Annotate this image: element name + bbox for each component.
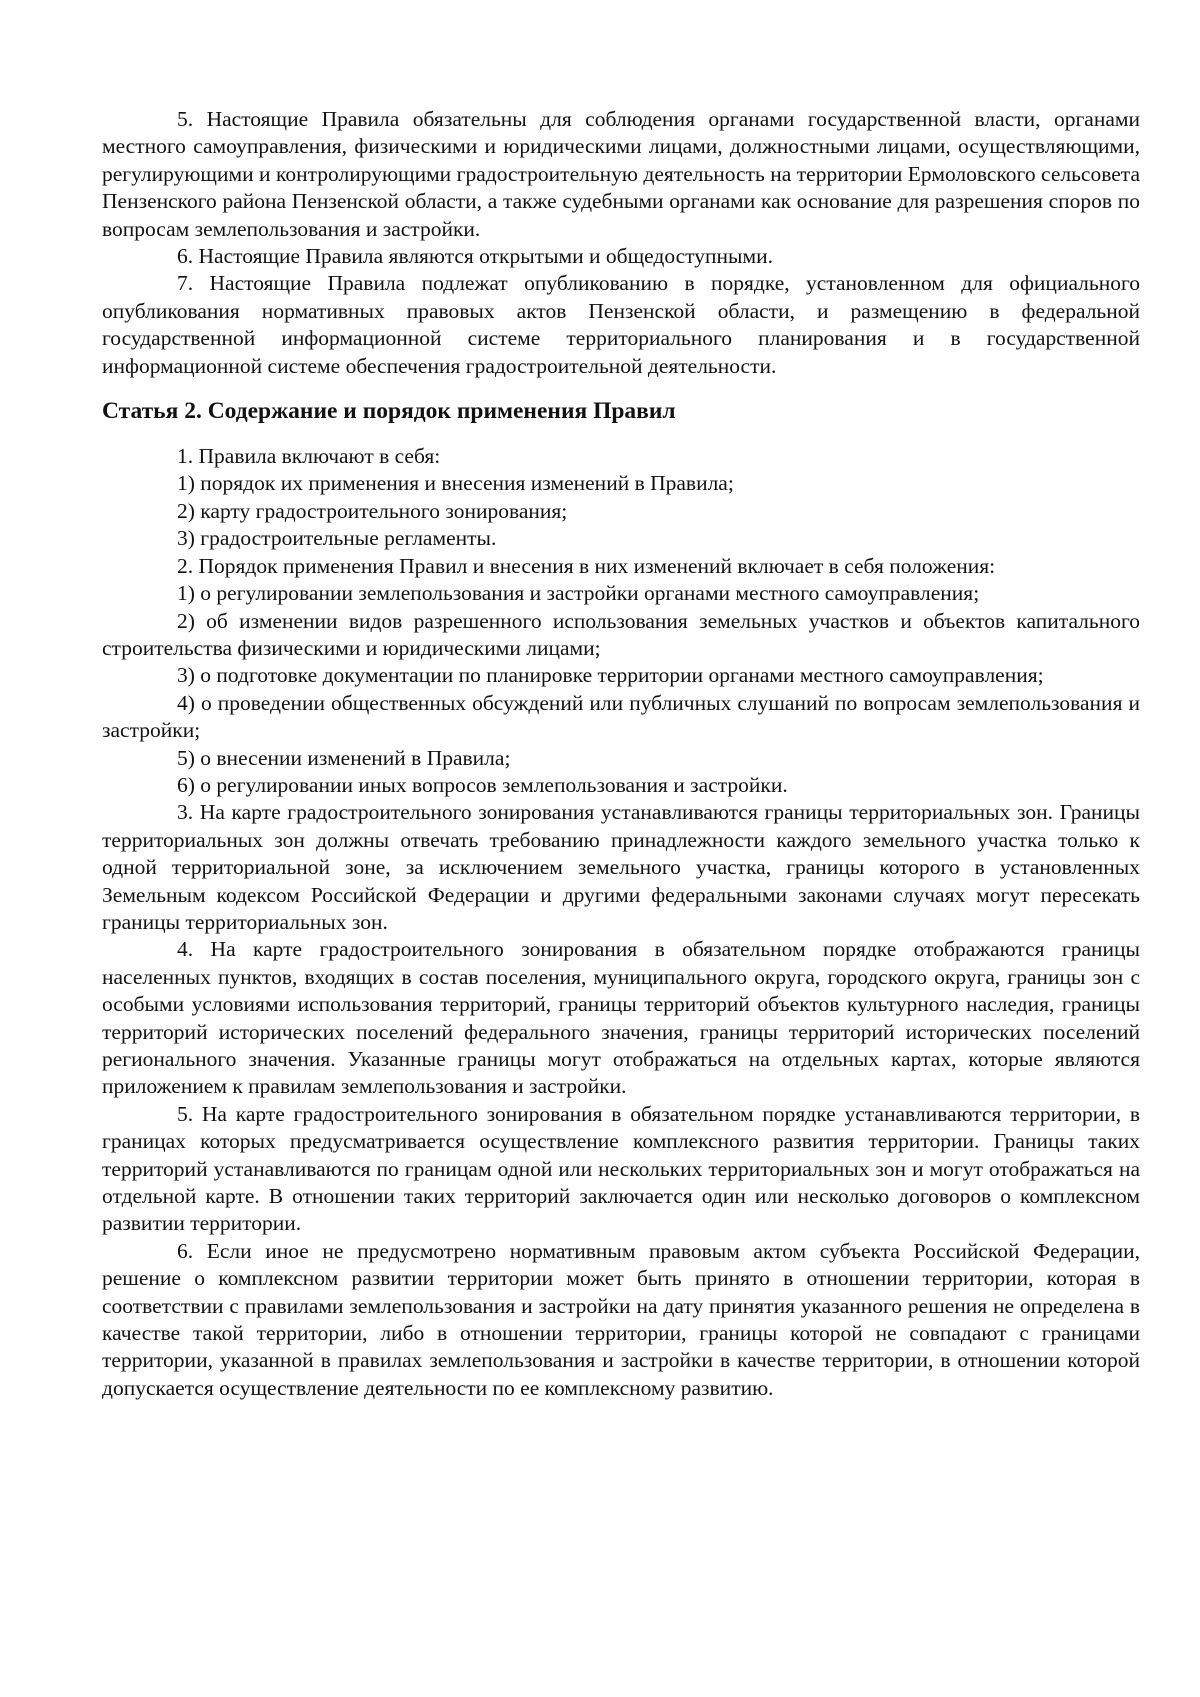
paragraph-6: 6. Настоящие Правила являются открытыми и общедоступными. <box>177 244 773 269</box>
list-item: 3) о подготовке документации по планировке территории органами местного самоуправления; <box>177 663 1044 688</box>
article-paragraph: 1. Правила включают в себя: <box>177 444 441 469</box>
article-heading: Статья 2. Содержание и порядок применения Правил <box>102 398 676 425</box>
list-item: 1) порядок их применения и внесения изменений в Правила; <box>177 471 734 496</box>
article-paragraph: 2. Порядок применения Правил и внесения в них изменений включает в себя положения: <box>177 553 996 578</box>
list-item: 3) градостроительные регламенты. <box>177 526 497 551</box>
article-paragraph: 3. На карте градостроительного зонирования устанавливаются границы территориальных зон. Границы территориальных зон должны отвечать требованию принадлежности каждого земельного участка только к одной территориальной зоне, за исключением земельного участка, границы которого в установленных Земельным кодексом Российской Федерации и другими федеральными законами случаях могут пересекать границы территориальных зон. <box>102 800 1140 934</box>
list-item: 4) о проведении общественных обсуждений или публичных слушаний по вопросам землепользования и застройки; <box>102 690 1140 743</box>
paragraph-7: 7. Настоящие Правила подлежат опубликованию в порядке, установленном для официального опубликования нормативных правовых актов Пензенской области, и размещению в федеральной государственной информационной системе территориального планирования и в государственной информационной системе обеспечения градостроительной деятельности. <box>102 271 1140 378</box>
list-item: 5) о внесении изменений в Правила; <box>177 745 511 770</box>
list-item: 6) о регулировании иных вопросов землепользования и застройки. <box>177 772 788 797</box>
paragraph-5: 5. Настоящие Правила обязательны для соблюдения органами государственной власти, органами местного самоуправления, физическими и юридическими лицами, должностными лицами, осуществляющими, регулирующими и контролирующими градостроительную деятельность на территории Ермоловского сельсовета Пензенского района Пензенской области, а также судебными органами как основание для разрешения споров по вопросам землепользования и застройки. <box>102 107 1140 241</box>
article-paragraph: 6. Если иное не предусмотрено нормативным правовым актом субъекта Российской Федерации, решение о комплексном развитии территории может быть принято в отношении территории, которая в соответствии с правилами землепользования и застройки на дату принятия указанного решения не определена в качестве такой территории, либо в отношении территории, границы которой не совпадают с границами территории, указанной в правилах землепользования и застройки в качестве территории, в отношении которой допускается осуществление деятельности по ее комплексному развитию. <box>102 1238 1140 1400</box>
document-page <box>102 106 1140 1402</box>
article-paragraph: 4. На карте градостроительного зонирования в обязательном порядке отображаются границы населенных пунктов, входящих в состав поселения, муниципального округа, городского округа, границы зон с особыми условиями использования территорий, границы территорий объектов культурного наследия, границы территорий исторических поселений федерального значения, границы территорий исторических поселений регионального значения. Указанные границы могут отображаться на отдельных картах, которые являются приложением к правилам землепользования и застройки. <box>102 937 1140 1099</box>
list-item: 1) о регулировании землепользования и застройки органами местного самоуправления; <box>177 581 980 606</box>
list-item: 2) карту градостроительного зонирования; <box>177 498 568 523</box>
list-item: 2) об изменении видов разрешенного использования земельных участков и объектов капитального строительства физическими и юридическими лицами; <box>102 608 1140 660</box>
article-paragraph: 5. На карте градостроительного зонирования в обязательном порядке устанавливаются территории, в границах которых предусматривается осуществление комплексного развития территории. Границы таких территорий устанавливаются по границам одной или нескольких территориальных зон и могут отображаться на отдельной карте. В отношении таких территорий заключается один или несколько договоров о комплексном развитии территории. <box>102 1101 1140 1236</box>
